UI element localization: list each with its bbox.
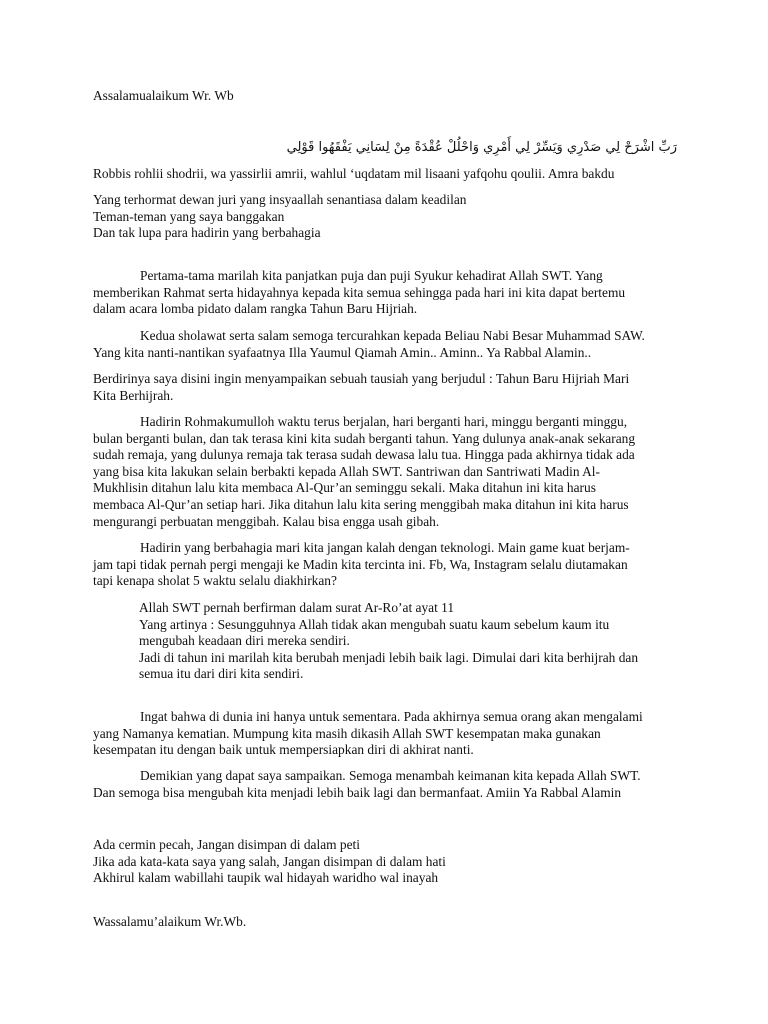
quote-line: Allah SWT pernah berfirman dalam surat Ar-Ro’at ayat 11 <box>139 600 455 615</box>
paragraph-opening <box>93 268 683 318</box>
paragraph-line: Pertama-tama marilah kita panjatkan puja dan puji Syukur kehadirat Allah SWT. Yang <box>140 268 603 283</box>
paragraph-line: Mukhlisin ditahun lalu kita membaca Al-Qur’an seminggu sekali. Maka ditahun ini kita harus <box>93 480 596 496</box>
paragraph-line: bulan berganti bulan, dan tak terasa kini kita sudah berganti tahun. Yang dulunya anak-anak sekarang <box>93 430 636 446</box>
salutations <box>93 192 683 242</box>
paragraph-time-passes <box>93 414 683 530</box>
quote-line: mengubah keadaan diri mereka sendiri. <box>139 633 350 649</box>
paragraph-line: yang bisa kita lakukan selain berbakti kepada Allah SWT. Santriwan dan Santriwati Madin Al- <box>93 463 600 479</box>
paragraph-conclusion <box>93 768 683 801</box>
quote-line: Yang artinya : Sesungguhnya Allah tidak akan mengubah suatu kaum sebelum kaum itu <box>139 616 610 632</box>
paragraph-remember <box>93 709 683 759</box>
paragraph-line: Hadirin yang berbahagia mari kita jangan kalah dengan teknologi. Main game kuat berjam- <box>140 540 630 555</box>
paragraph-line: kesempatan itu dengan baik untuk mempersiapkan diri di akhirat nanti. <box>93 742 474 758</box>
quran-quote-block <box>139 600 683 683</box>
paragraph-line: Hadirin Rohmakumulloh waktu terus berjalan, hari berganti hari, minggu berganti minggu, <box>140 414 628 429</box>
paragraph-technology <box>93 540 683 590</box>
transliteration: Robbis rohlii shodrii, wa yassirlii amrii, wahlul ‘uqdatam mil lisaani yafqohu qoulii. Amra bakdu <box>93 166 615 181</box>
paragraph-line: Demikian yang dapat saya sampaikan. Semoga menambah keimanan kita kepada Allah SWT. <box>140 768 641 783</box>
paragraph-line: yang Namanya kematian. Mumpung kita masih dikasih Allah SWT kesempatan maka gunakan <box>93 725 601 741</box>
pantun-line: Jika ada kata-kata saya yang salah, Jangan disimpan di dalam hati <box>93 853 446 869</box>
paragraph-line: Yang kita nanti-nantikan syafaatnya Illa Yaumul Qiamah Amin.. Aminn.. Ya Rabbal Alamin.. <box>93 344 592 360</box>
closing-pantun <box>93 837 683 887</box>
salutation-line: Dan tak lupa para hadirin yang berbahagia <box>93 225 321 241</box>
pantun-line: Akhirul kalam wabillahi taupik wal hidayah waridho wal inayah <box>93 870 439 886</box>
paragraph-line: Dan semoga bisa mengubah kita menjadi lebih baik lagi dan bermanfaat. Amiin Ya Rabbal Alamin <box>93 784 622 800</box>
paragraph-line: Berdirinya saya disini ingin menyampaikan sebuah tausiah yang berjudul : Tahun Baru Hijriah Mari <box>93 371 630 386</box>
paragraph-line: mengurangi perbuatan menggibah. Kalau bisa engga usah gibah. <box>93 513 440 529</box>
paragraph-topic <box>93 371 683 404</box>
paragraph-line: tapi kenapa sholat 5 waktu selalu diakhirkan? <box>93 573 337 589</box>
paragraph-line: Kita Berhijrah. <box>93 387 174 403</box>
salutation-line: Teman-teman yang saya banggakan <box>93 208 285 224</box>
paragraph-line: sudah remaja, yang dulunya remaja tak terasa sudah dewasa lalu tua. Hingga pada akhirnya tidak ada <box>93 447 635 463</box>
paragraph-line: Kedua sholawat serta salam semoga tercurahkan kepada Beliau Nabi Besar Muhammad SAW. <box>140 328 645 343</box>
quote-line: semua itu dari diri kita sendiri. <box>139 666 304 682</box>
opening-greeting: Assalamualaikum Wr. Wb <box>93 88 234 103</box>
paragraph-sholawat <box>93 328 683 361</box>
salutation-line: Yang terhormat dewan juri yang insyaallah senantiasa dalam keadilan <box>93 192 467 207</box>
paragraph-line: dalam acara lomba pidato dalam rangka Tahun Baru Hijriah. <box>93 301 418 317</box>
arabic-verse: رَبِّ اشْرَحْ لِي صَدْرِي وَيَسِّرْ لِي أَمْرِي وَاحْلُلْ عُقْدَةً مِنْ لِسَانِي يَفْقَهُوا قَوْلِي <box>286 140 677 155</box>
quote-line: Jadi di tahun ini marilah kita berubah menjadi lebih baik lagi. Dimulai dari kita berhijrah dan <box>139 649 639 665</box>
paragraph-line: membaca Al-Qur’an setiap hari. Jika ditahun lalu kita sering menggibah maka ditahun ini kita harus <box>93 496 629 512</box>
pantun-line: Ada cermin pecah, Jangan disimpan di dalam peti <box>93 837 360 852</box>
paragraph-line: jam tapi tidak pernah pergi mengaji ke Madin kita tercinta ini. Fb, Wa, Instagram selalu diutamakan <box>93 556 628 572</box>
closing-greeting: Wassalamu’alaikum Wr.Wb. <box>93 914 247 929</box>
paragraph-line: memberikan Rahmat serta hidayahnya kepada kita semua sehingga pada hari ini kita dapat bertemu <box>93 284 626 300</box>
paragraph-line: Ingat bahwa di dunia ini hanya untuk sementara. Pada akhirnya semua orang akan mengalami <box>140 709 643 724</box>
